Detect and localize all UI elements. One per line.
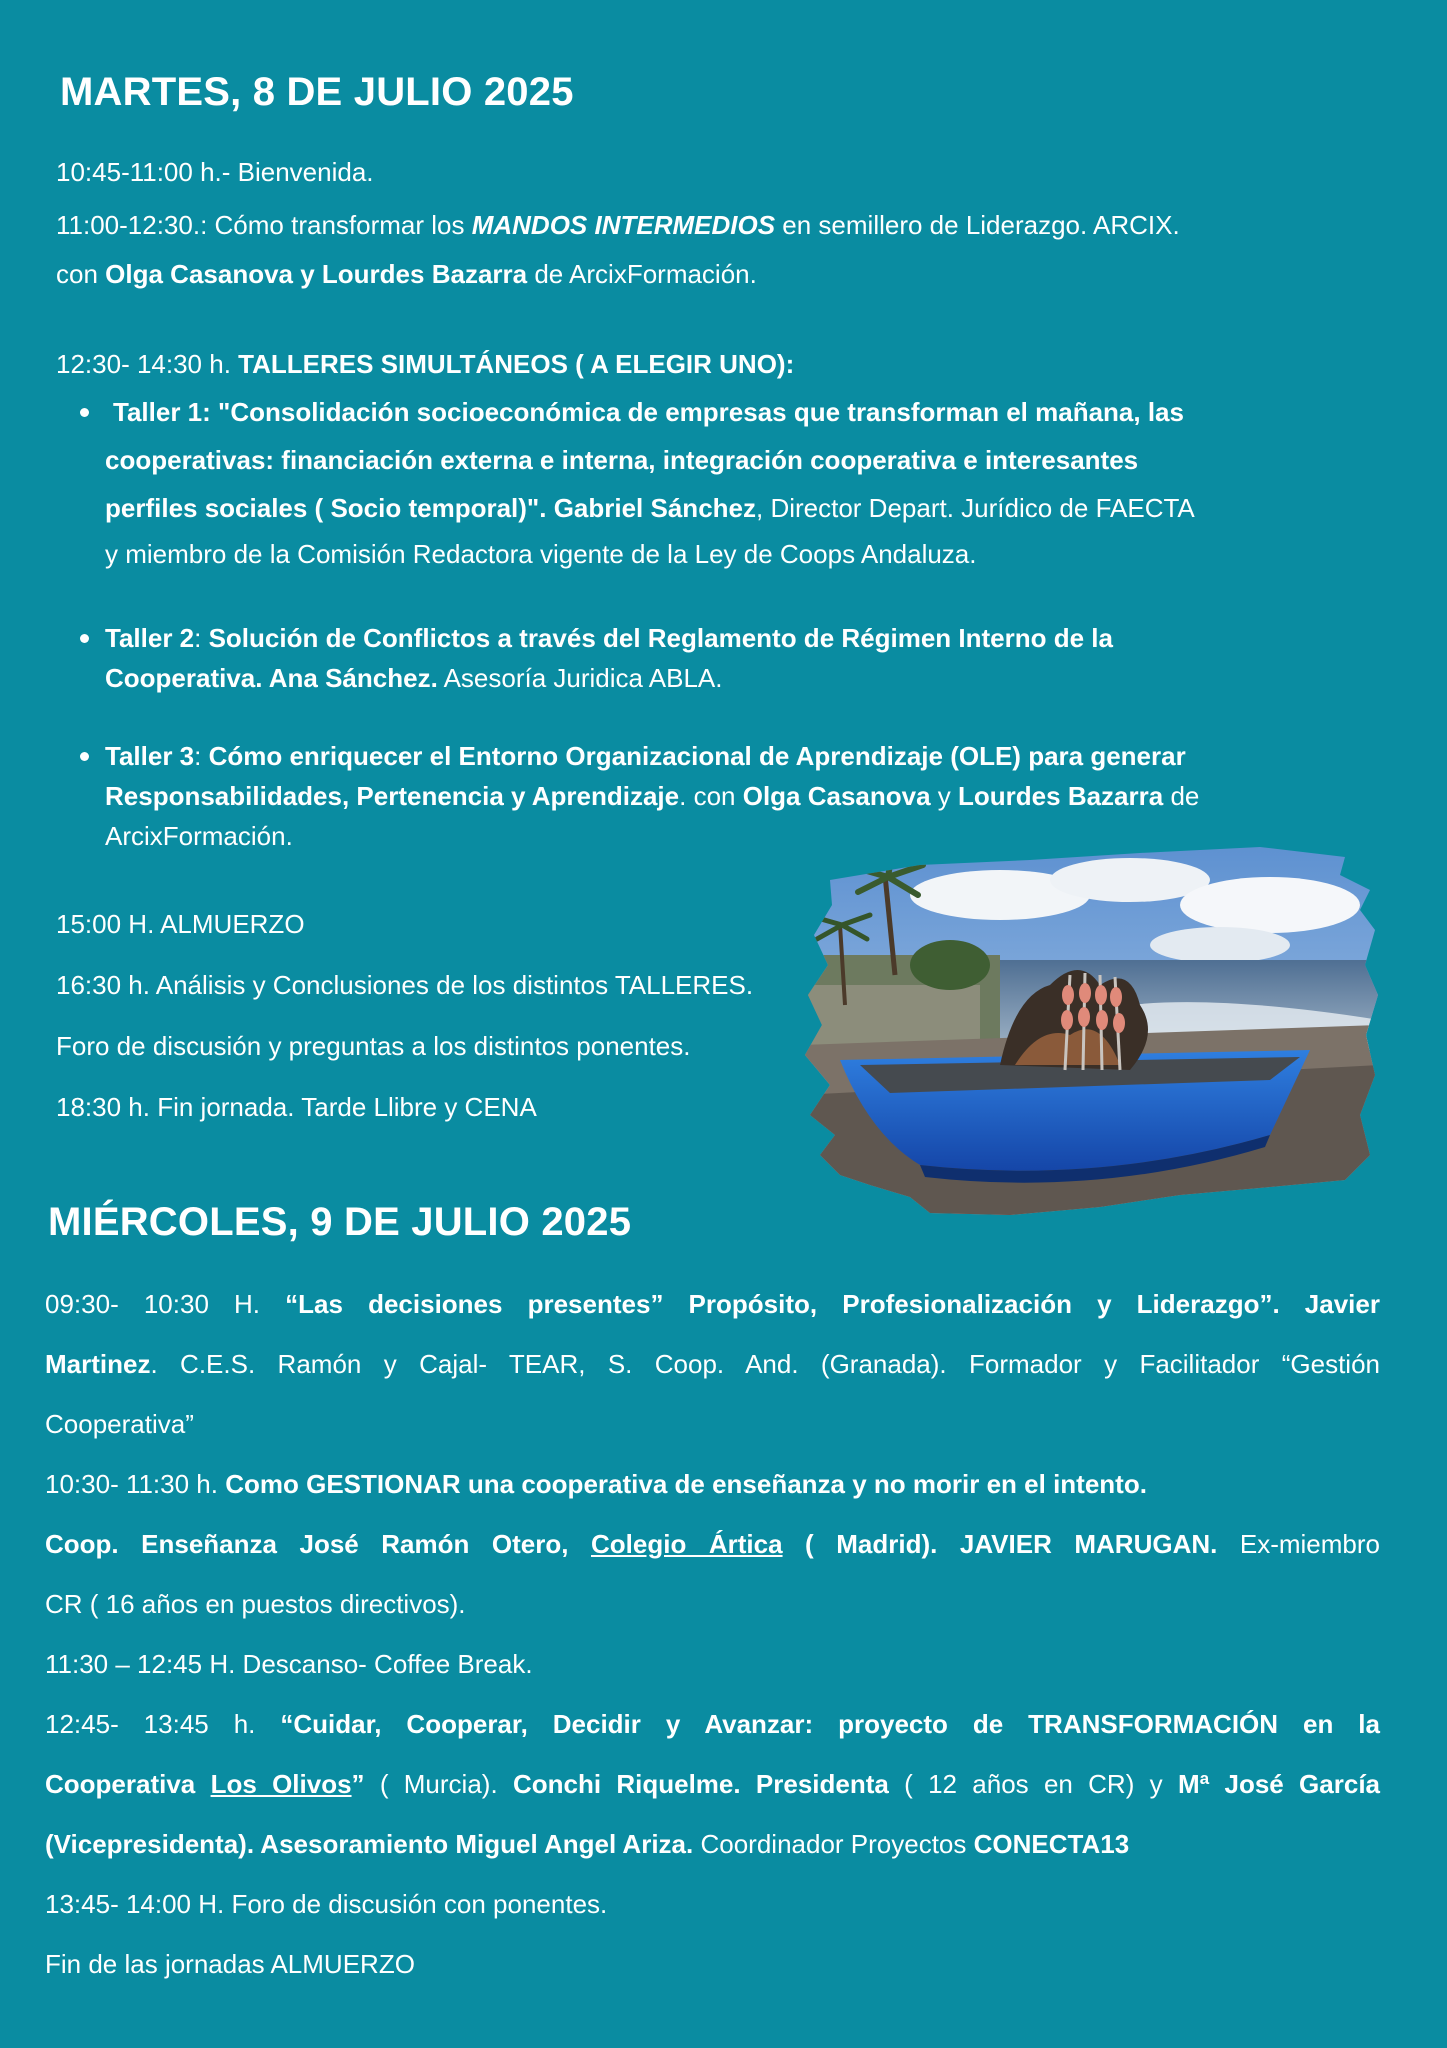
text: :: [194, 741, 209, 771]
day1-heading: MARTES, 8 DE JULIO 2025: [60, 70, 574, 114]
program-line: [45, 1514, 1380, 1574]
text: :: [194, 623, 209, 653]
schedule-line: 16:30 h. Análisis y Conclusiones de los distintos TALLERES.: [56, 970, 754, 1000]
text: con: [56, 259, 106, 289]
workshop-1-line: cooperativas: financiación externa e interna, integración cooperativa e interesantes: [105, 445, 1139, 475]
text-emph: ( Madrid). JAVIER MARUGAN.: [782, 1529, 1218, 1559]
text-emph: “Las decisiones presentes” Propósito, Profesionalización y Liderazgo”. Javier: [285, 1289, 1380, 1319]
workshop-1-line: [105, 484, 1195, 532]
text: ( 12 años en CR) y: [888, 1769, 1178, 1799]
text: . C.E.S. Ramón y Cajal- TEAR, S. Coop. And. (Granada). Formador y Facilitador “Gestión: [150, 1349, 1380, 1379]
text-emph: Solución de Conflictos a través del Reglamento de Régimen Interno de la: [208, 623, 1113, 653]
program-line: [45, 1694, 1380, 1754]
program-line: Cooperativa”: [45, 1409, 194, 1439]
program-line: [45, 1814, 1380, 1874]
schedule-line: [56, 340, 794, 388]
text-emph: TALLERES SIMULTÁNEOS ( A ELEGIR UNO):: [238, 349, 795, 379]
text: , Director Depart. Jurídico de FAECTA: [756, 493, 1195, 523]
speaker-name: Mª José García: [1177, 1769, 1380, 1799]
text: . con: [679, 781, 743, 811]
speaker-name: Lourdes Bazarra: [958, 781, 1164, 811]
colegio-artica-link[interactable]: Colegio Ártica: [591, 1529, 783, 1559]
text: 11:00-12:30.: Cómo transformar los: [56, 210, 472, 240]
schedule-line: 10:45-11:00 h.- Bienvenida.: [56, 157, 374, 187]
text: Coordinador Proyectos: [693, 1829, 974, 1859]
text-emph: Responsabilidades, Pertenencia y Aprendizaje: [105, 781, 680, 811]
speaker-names: Olga Casanova y Lourdes Bazarra: [105, 259, 528, 289]
day2-heading: MIÉRCOLES, 9 DE JULIO 2025: [48, 1200, 632, 1244]
text: y: [930, 781, 959, 811]
schedule-line: Foro de discusión y preguntas a los distintos ponentes.: [56, 1031, 691, 1061]
program-line: 11:30 – 12:45 H. Descanso- Coffee Break.: [45, 1649, 533, 1679]
program-line: CR ( 16 años en puestos directivos).: [45, 1589, 466, 1619]
text-emph: “Cuidar, Cooperar, Decidir y Avanzar: proyecto de TRANSFORMACIÓN en la: [280, 1709, 1380, 1739]
text-emph: Como GESTIONAR una cooperativa de enseñanza y no morir en el intento.: [225, 1469, 1147, 1499]
text-emph: Coop. Enseñanza José Ramón Otero,: [45, 1529, 591, 1559]
text: Ex-miembro: [1217, 1529, 1381, 1559]
program-line: [45, 1754, 1380, 1814]
workshop-1-line: Taller 1: "Consolidación socioeconómica de empresas que transforman el mañana, las: [113, 397, 1184, 427]
text-emph: Taller 2: [105, 623, 195, 653]
text: 10:30- 11:30 h.: [45, 1469, 226, 1499]
workshop-3-line: ArcixFormación.: [105, 821, 293, 851]
schedule-line: 15:00 H. ALMUERZO: [56, 909, 305, 939]
bullet-icon: [80, 634, 89, 643]
text: 12:45- 13:45 h.: [45, 1709, 281, 1739]
text-emph: Cooperativa. Ana Sánchez.: [105, 663, 438, 693]
speaker-name: Olga Casanova: [742, 781, 931, 811]
text-emph: ”: [351, 1769, 365, 1799]
text: 12:30- 14:30 h.: [56, 349, 239, 379]
text-emph: perfiles sociales ( Socio temporal)". Gabriel Sánchez: [105, 493, 756, 523]
text: de ArcixFormación.: [527, 259, 757, 289]
los-olivos-link[interactable]: Los Olivos: [210, 1769, 352, 1799]
text-emph: Taller 3: [105, 741, 195, 771]
text: Asesoría Juridica ABLA.: [437, 663, 723, 693]
workshop-2-line: [105, 654, 723, 702]
text-emph: (Vicepresidenta). Asesoramiento Miguel Angel Ariza.: [45, 1829, 694, 1859]
boat-photo: [800, 835, 1380, 1225]
program-line: [45, 1454, 1380, 1514]
program-line: [45, 1274, 1380, 1334]
text: en semillero de Liderazgo. ARCIX.: [775, 210, 1180, 240]
program-line: 13:45- 14:00 H. Foro de discusión con ponentes.: [45, 1889, 608, 1919]
day2-program: [45, 1274, 1380, 1994]
program-line: Fin de las jornadas ALMUERZO: [45, 1949, 415, 1979]
text: ( Murcia).: [364, 1769, 513, 1799]
text-emph: MANDOS INTERMEDIOS: [471, 210, 776, 240]
workshop-1-line: y miembro de la Comisión Redactora vigente de la Ley de Coops Andaluza.: [105, 539, 977, 569]
text-emph: CONECTA13: [973, 1829, 1130, 1859]
bullet-icon: [80, 408, 89, 417]
text-emph: Cooperativa: [45, 1769, 211, 1799]
text-emph: Cómo enriquecer el Entorno Organizacional de Aprendizaje (OLE) para generar: [208, 741, 1186, 771]
program-line: [45, 1334, 1380, 1394]
schedule-line: 18:30 h. Fin jornada. Tarde Llibre y CENA: [56, 1092, 537, 1122]
schedule-line: [56, 201, 1180, 249]
schedule-line: [56, 250, 757, 298]
bullet-icon: [80, 752, 89, 761]
speaker-name: Martinez: [45, 1349, 151, 1379]
text: de: [1163, 781, 1200, 811]
text: 09:30- 10:30 H.: [45, 1289, 286, 1319]
speaker-name: Conchi Riquelme. Presidenta: [512, 1769, 889, 1799]
